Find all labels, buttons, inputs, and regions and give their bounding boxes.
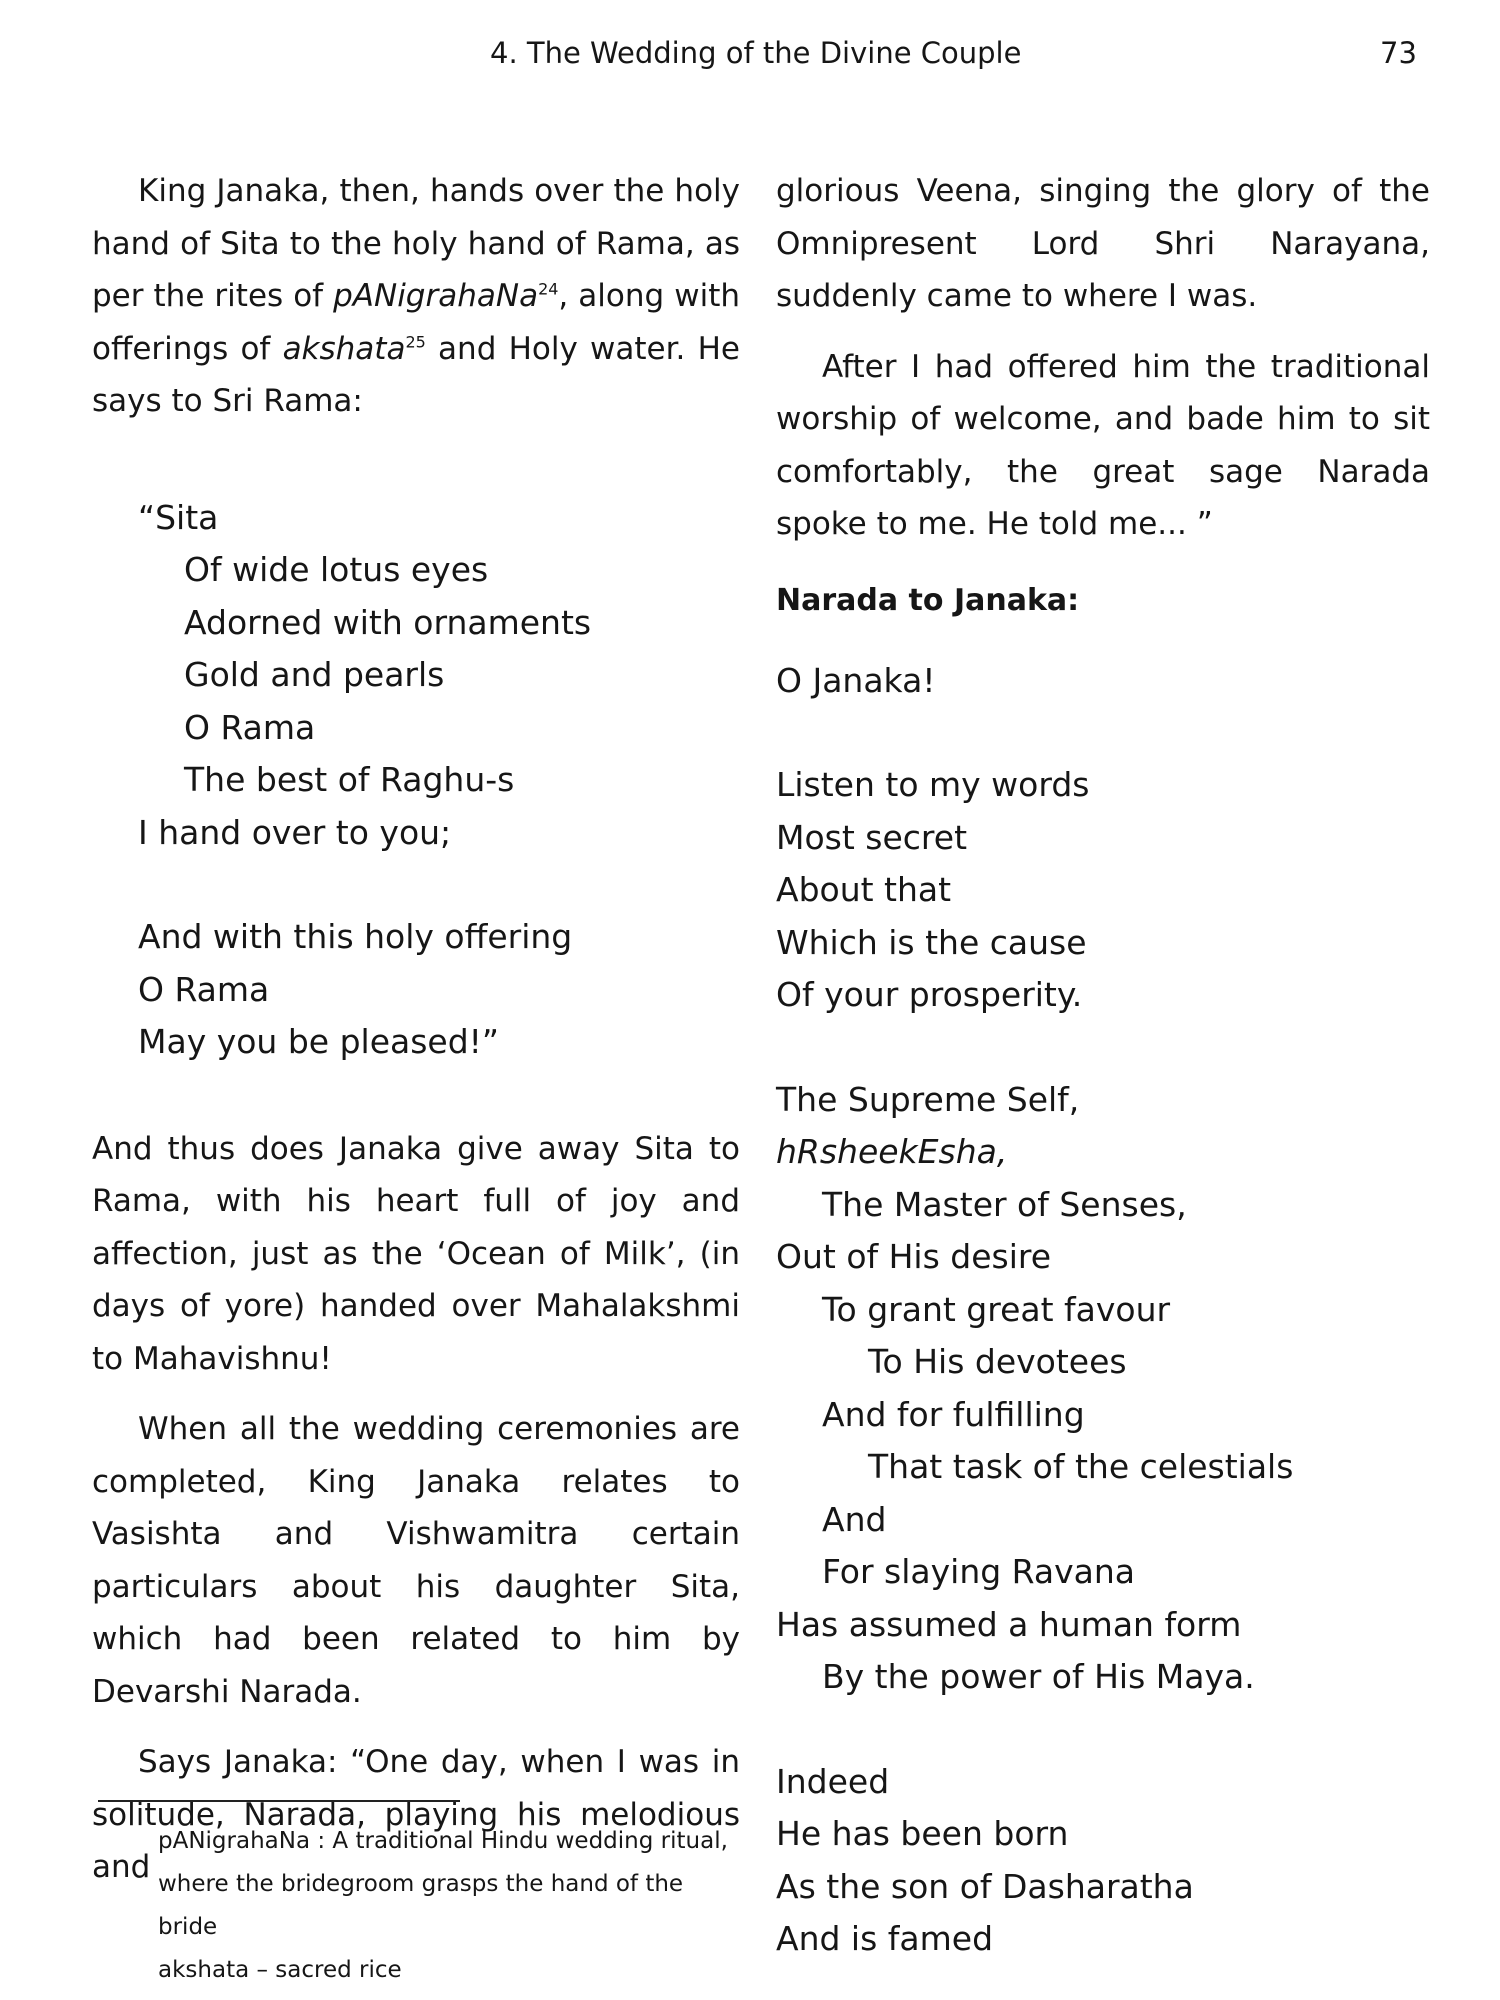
right-column: [776, 165, 1430, 1966]
verse-supreme-self: [776, 1074, 1430, 1704]
verse-line: “Sita: [138, 497, 219, 537]
verse-line: Has assumed a human form: [776, 1604, 1242, 1644]
paragraph-text: King Janaka, then, hands over the holy hand of Sita to the holy hand of Rama, as per the rites of: [92, 173, 740, 314]
page-number: 73: [1380, 36, 1417, 70]
footnote-24: pANigrahaNa : A traditional Hindu wedding ritual, where the bridegroom grasps the hand of the bride: [158, 1828, 728, 1940]
verse-line: As the son of Dasharatha: [776, 1866, 1194, 1906]
paragraph-ceremonies: When all the wedding ceremonies are completed, King Janaka relates to Vasishta and Vishwamitra certain particulars about his daughter Sita, which had been related to him by Devarshi Narada.: [92, 1411, 740, 1710]
verse-line: The Supreme Self,: [776, 1079, 1080, 1119]
verse-line: About that: [776, 870, 952, 909]
verse-address: [776, 655, 1430, 708]
paragraph-text: and Holy water. He says to Sri Rama:: [92, 330, 740, 419]
verse-born: [776, 1756, 1430, 1966]
verse-line: Most secret: [776, 817, 968, 857]
verse-line: Gold and pearls: [184, 655, 445, 694]
section-heading: Narada to Janaka:: [776, 582, 1080, 618]
verse-line: Adorned with ornaments: [184, 602, 592, 642]
paragraph-janaka-hands-over: [92, 165, 740, 428]
verse-line: And: [822, 1499, 887, 1539]
verse-line: O Rama: [138, 969, 270, 1009]
verse-line: The Master of Senses,: [822, 1184, 1187, 1224]
term-akshata: akshata: [282, 330, 406, 367]
page-header: [0, 36, 1500, 80]
verse-line: Out of His desire: [776, 1237, 1052, 1276]
footnote-25: akshata – sacred rice: [158, 1957, 402, 1983]
paragraph-give-away: And thus does Janaka give away Sita to Rama, with his heart full of joy and affection, just as the ‘Ocean of Milk’, (in days of yore) handed over Mahalakshmi to Mahavishnu!: [92, 1130, 740, 1377]
verse-line: Which is the cause: [776, 922, 1087, 962]
verse-line: Listen to my words: [776, 765, 1090, 804]
footnotes: [158, 1820, 738, 1992]
verse-offering: [92, 911, 740, 1069]
verse-line: That task of the celestials: [868, 1447, 1294, 1486]
verse-line: Of your prosperity.: [776, 975, 1083, 1014]
verse-line: The best of Raghu-s: [184, 760, 515, 799]
verse-line: I hand over to you;: [138, 812, 452, 852]
footnote-ref: 25: [405, 332, 426, 352]
verse-line: O Janaka!: [776, 660, 936, 700]
verse-line: He has been born: [776, 1814, 1069, 1853]
paragraph-says-janaka: Says Janaka: “One day, when I was in solitude, Narada, playing his melodious and: [92, 1744, 740, 1885]
verse-listen: [776, 759, 1430, 1022]
verse-line: To grant great favour: [822, 1289, 1171, 1329]
paragraph-worship: After I had offered him the traditional worship of welcome, and bade him to sit comfortably, the great sage Narada spoke to me. He told me... ”: [776, 348, 1430, 542]
verse-line: To His devotees: [868, 1342, 1127, 1381]
verse-line: May you be pleased!”: [138, 1022, 499, 1061]
left-column: [92, 165, 740, 1894]
verse-line: O Rama: [184, 707, 316, 747]
paragraph-text: , along with offerings of: [92, 278, 741, 367]
verse-line: And with this holy offering: [138, 917, 573, 956]
verse-line: Indeed: [776, 1761, 890, 1801]
chapter-title: 4. The Wedding of the Divine Couple: [490, 36, 1022, 70]
verse-line: For slaying Ravana: [822, 1552, 1136, 1591]
footnote-ref: 24: [538, 279, 559, 299]
paragraph-veena: glorious Veena, singing the glory of the Omnipresent Lord Shri Narayana, suddenly came to where I was.: [776, 173, 1430, 314]
footnote-divider: [98, 1800, 460, 1802]
term-panigrahana: pANigrahaNa: [333, 278, 539, 314]
verse-sita: [92, 492, 740, 860]
term-hrsheekesha: hRsheekEsha,: [776, 1132, 1008, 1171]
verse-line: And for fulfilling: [822, 1394, 1085, 1434]
verse-line: And is famed: [776, 1919, 994, 1958]
verse-line: [776, 1126, 1430, 1179]
verse-line: Of wide lotus eyes: [184, 550, 489, 589]
verse-line: By the power of His Maya.: [822, 1657, 1255, 1696]
